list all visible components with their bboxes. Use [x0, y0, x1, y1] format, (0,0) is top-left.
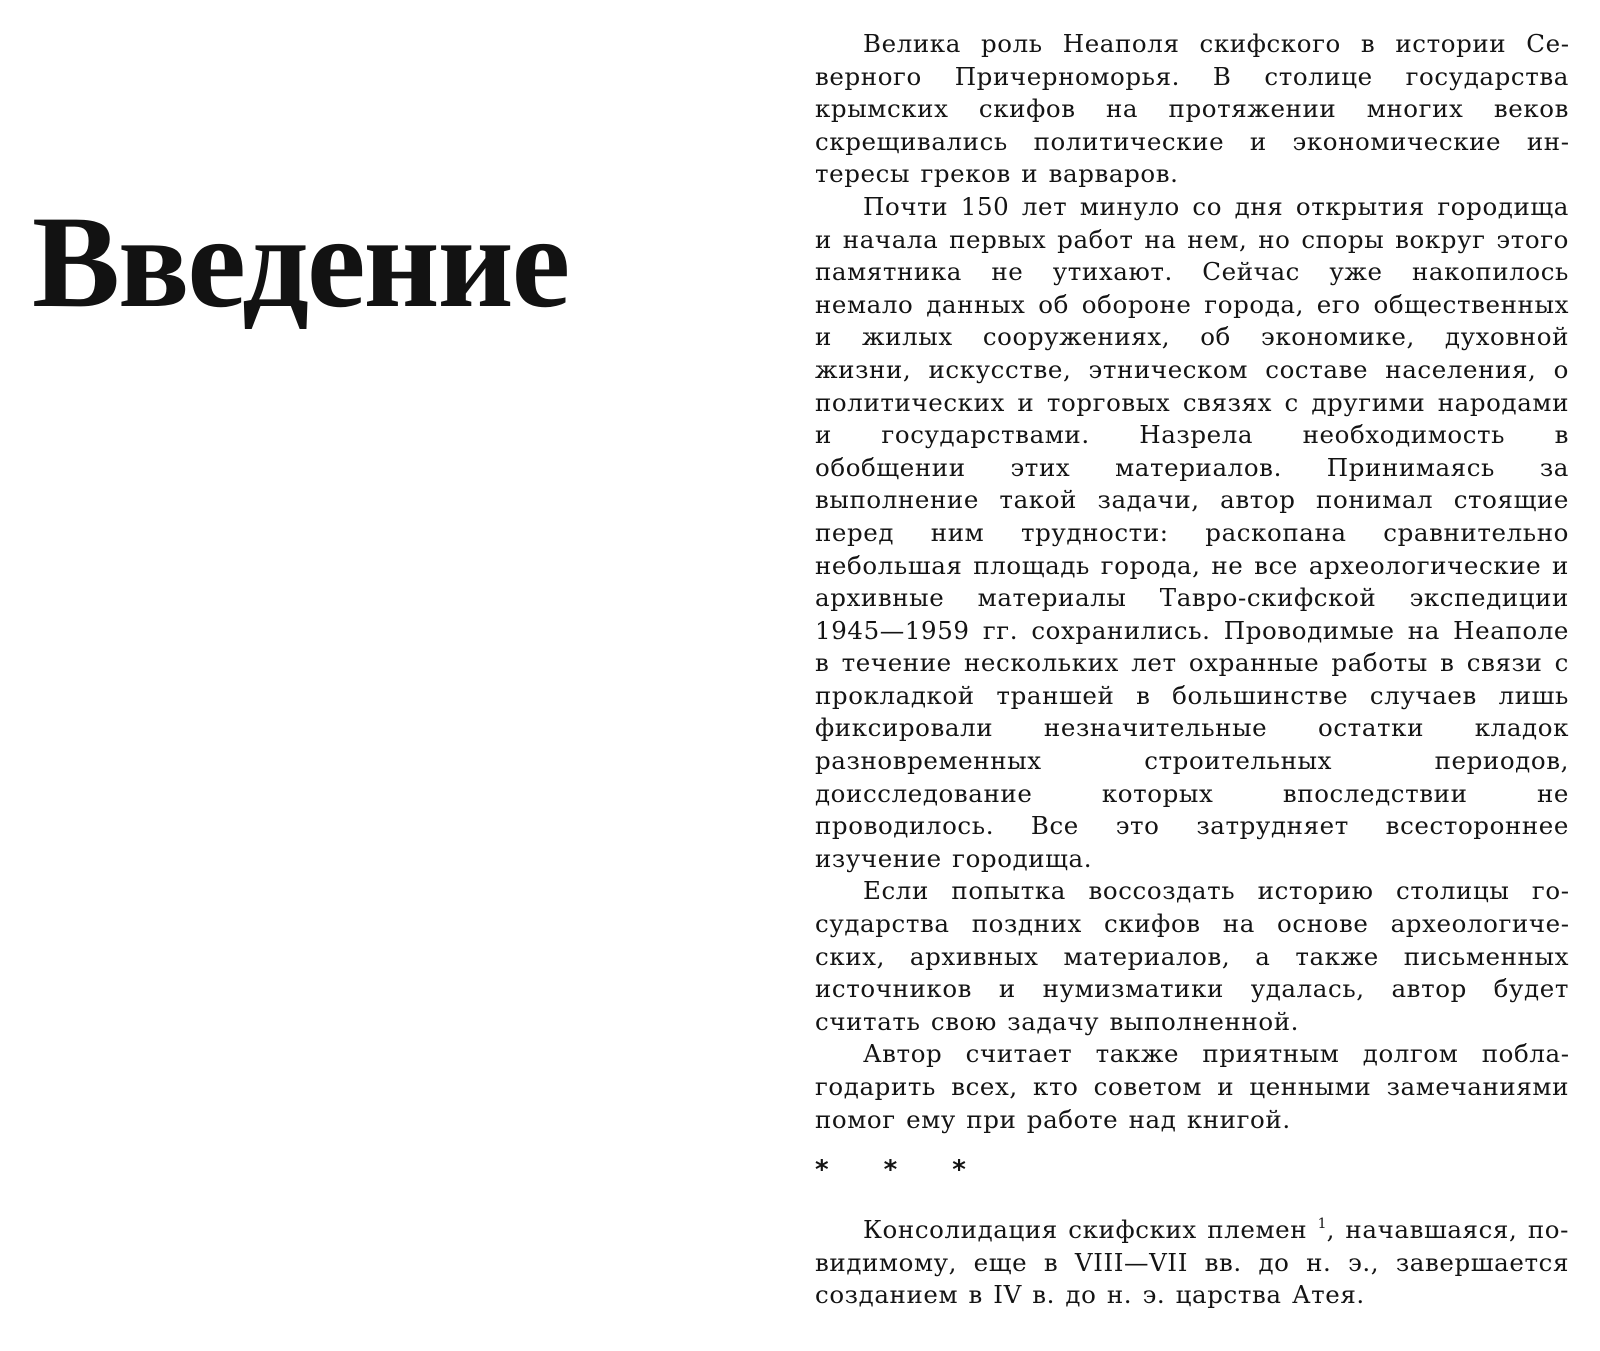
main-text-column [815, 28, 1569, 1312]
section-separator: * * * [815, 1155, 988, 1186]
footnote-reference[interactable]: 1 [1317, 1216, 1327, 1233]
continuation-text-end: , начавшаяся, по-видимому, еще в VIII—VII вв. до н. э., завершается созданием в IV в. до н. э. царства Атея. [815, 1215, 1570, 1310]
paragraph-2: Почти 150 лет минуло со дня открытия городища и начала первых работ на нем, но споры вокруг этого памятника не утихают. Сейчас уже накопилось немало данных об обороне города, его общественных и жилых сооружениях, об экономике, духовной жизни, искусстве, этническом составе населения, о политических и торговых связях с другими народами и государствами. Назрела необходимость в обобщении этих материалов. Принимаясь за выполнение такой задачи, автор понимал стоящие перед ним трудности: раскопана сравнительно небольшая площадь города, не все археологические и архивные материалы Тавро-скифской экспедиции 1945—1959 гг. сохранились. Проводимые на Неаполе в течение нескольких лет охранные работы в связи с прокладкой траншей в большинстве случаев лишь фиксировали незначительные остатки кладок разновременных строительных периодов, доисследование которых впоследствии не проводилось. Все это затрудняет всестороннее изучение городища. [815, 191, 1569, 873]
chapter-title: Введение [32, 188, 569, 335]
paragraph-3: Если попытка воссоздать историю столицы государства поздних скифов на основе археологических, архивных материалов, а также письменных источников и нумизматики удалась, автор будет считать свою задачу выполненной. [815, 876, 1569, 1036]
continuation-text-start: Консолидация скифских племен [863, 1215, 1318, 1245]
paragraph-4: Автор считает также приятным долгом поблагодарить всех, кто советом и ценными замечаниями помог ему при работе над книгой. [815, 1039, 1569, 1134]
paragraph-1: Велика роль Неаполя скифского в истории Северного Причерноморья. В столице государства крымских скифов на протяжении многих веков скрещивались политические и экономические интересы греков и варваров. [815, 29, 1569, 189]
paragraph-continuation [815, 1214, 1569, 1312]
